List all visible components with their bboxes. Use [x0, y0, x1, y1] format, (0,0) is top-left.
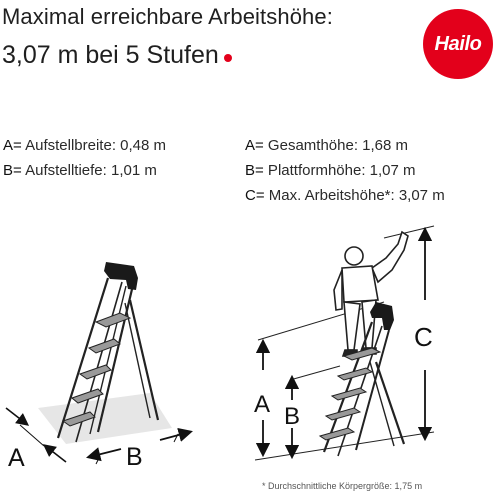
spec-text: Max. Arbeitshöhe*: 3,07 m [264, 187, 445, 204]
spec-row-width [3, 133, 166, 158]
person-figure [334, 232, 408, 356]
spec-row-platform-height [245, 158, 445, 183]
spec-key: B= [3, 162, 22, 179]
spec-key: A= [3, 137, 22, 154]
headline [2, 2, 333, 72]
left-ladder-diagram [6, 262, 186, 472]
red-dot-icon [224, 54, 232, 62]
hailo-logo [423, 9, 493, 79]
right-ladder-diagram [254, 226, 434, 460]
headline-subtitle-text: 3,07 m bei 5 Stufen [2, 41, 219, 69]
right-label-a: A [254, 391, 271, 418]
specs-left [3, 133, 166, 183]
right-label-c: C [414, 322, 433, 352]
spec-row-depth [3, 158, 166, 183]
spec-text: Aufstelltiefe: 1,01 m [21, 162, 157, 179]
spec-text: Gesamthöhe: 1,68 m [263, 137, 409, 154]
spec-row-working-height [245, 183, 445, 208]
ladder-illustration [0, 225, 500, 475]
spec-key: A= [245, 137, 264, 154]
spec-key: C= [245, 187, 265, 204]
spec-row-total-height [245, 133, 445, 158]
right-label-b: B [284, 403, 301, 430]
headline-title: Maximal erreichbare Arbeitshöhe: [2, 4, 333, 29]
spec-key: B= [245, 162, 264, 179]
spec-text: Aufstellbreite: 0,48 m [21, 137, 167, 154]
left-label-b: B [126, 443, 143, 471]
headline-subtitle [2, 38, 333, 72]
spec-text: Plattformhöhe: 1,07 m [263, 162, 416, 179]
specs-right [245, 133, 445, 208]
footnote: * Durchschnittliche Körpergröße: 1,75 m [262, 481, 423, 491]
left-label-a: A [8, 444, 25, 472]
logo-text: Hailo [434, 32, 482, 55]
